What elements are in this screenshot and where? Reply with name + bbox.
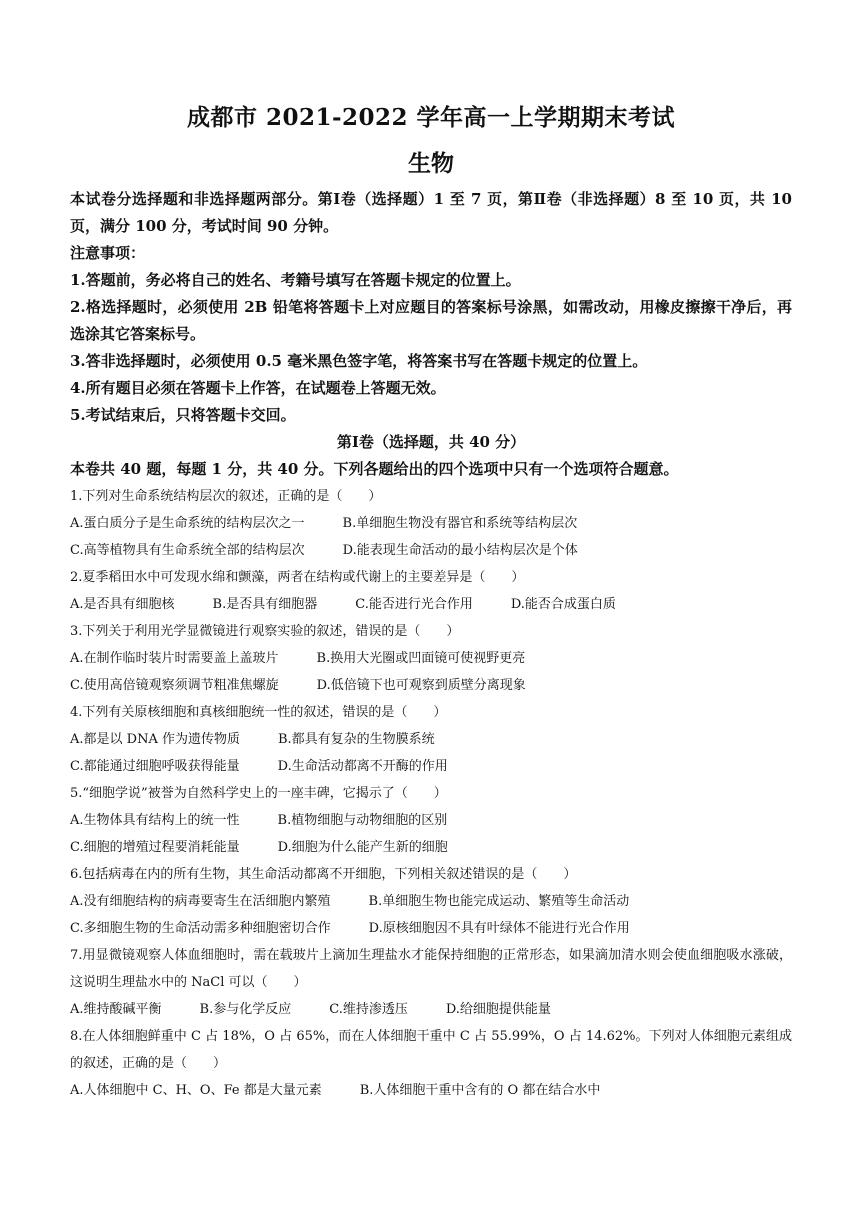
notice-item: 2.格选择题时，必须使用 2B 铅笔将答题卡上对应题目的答案标号涂黑，如需改动，用橡皮擦擦干净后，再选涂其它答案标号。 [70,298,792,343]
intro-paragraph: 本试卷分选择题和非选择题两部分。第Ⅰ卷（选择题）1 至 7 页，第Ⅱ卷（非选择题）8 至 10 页，共 10 页，满分 100 分，考试时间 90 分钟。 [70,190,792,235]
option-d: D.细胞为什么能产生新的细胞 [277,840,448,855]
notice-item: 3.答非选择题时，必须使用 0.5 毫米黑色签字笔，将答案书写在答题卡规定的位置上。 [70,352,648,370]
option-a: A.人体细胞中 C、H、O、Fe 都是大量元素 [70,1083,322,1098]
question-stem: 5.“细胞学说”被誉为自然科学史上的一座丰碑，它揭示了（ ） [70,786,447,801]
option-a: A.维持酸碱平衡 [70,1002,162,1017]
option-c: C.都能通过细胞呼吸获得能量 [70,759,240,774]
section-instruction: 本卷共 40 题，每题 1 分，共 40 分。下列各题给出的四个选项中只有一个选项符合题意。 [70,460,679,478]
option-b: B.植物细胞与动物细胞的区别 [277,813,448,828]
option-row [70,645,792,672]
option-d: D.生命活动都离不开酶的作用 [277,759,448,774]
option-c: C.高等植物具有生命系统全部的结构层次 [70,543,305,558]
option-a: A.都是以 DNA 作为遗传物质 [70,732,240,747]
option-d: D.能否合成蛋白质 [510,597,616,612]
option-d: D.能表现生命活动的最小结构层次是个体 [342,543,578,558]
question-stem: 7.用显微镜观察人体血细胞时，需在载玻片上滴加生理盐水才能保持细胞的正常形态，如果滴加清水则会使血细胞吸水涨破，这说明生理盐水中的 NaCl 可以（ ） [70,948,792,990]
option-row [70,1077,792,1104]
option-row [70,672,792,699]
option-a: A.在制作临时装片时需要盖上盖玻片 [70,651,279,666]
option-b: B.参与化学反应 [199,1002,292,1017]
exam-title: 成都市 2021-2022 学年高一上学期期末考试 [186,104,676,131]
option-row [70,510,792,537]
option-row [70,726,792,753]
option-b: B.都具有复杂的生物膜系统 [277,732,435,747]
notice-item: 4.所有题目必须在答题卡上作答，在试题卷上答题无效。 [70,379,446,397]
option-a: A.是否具有细胞核 [70,597,175,612]
question-stem: 4.下列有关原核细胞和真核细胞统一性的叙述，错误的是（ ） [70,705,447,720]
option-row [70,834,792,861]
question-stem: 8.在人体细胞鲜重中 C 占 18%，O 占 65%，而在人体细胞干重中 C 占 55.99%，O 占 14.62%。下列对人体细胞元素组成的叙述，正确的是（ ） [70,1029,792,1071]
option-c: C.多细胞生物的生命活动需多种细胞密切合作 [70,921,331,936]
option-a: A.生物体具有结构上的统一性 [70,813,240,828]
option-b: B.单细胞生物也能完成运动、繁殖等生命活动 [368,894,630,909]
notice-title: 注意事项： [70,244,146,262]
question-stem: 1.下列对生命系统结构层次的叙述，正确的是（ ） [70,489,382,504]
option-c: C.维持渗透压 [329,1002,408,1017]
option-row [70,915,792,942]
question-stem: 6.包括病毒在内的所有生物，其生命活动都离不开细胞，下列相关叙述错误的是（ ） [70,867,577,882]
option-c: C.细胞的增殖过程要消耗能量 [70,840,240,855]
option-c: C.能否进行光合作用 [355,597,473,612]
option-row [70,591,792,618]
option-b: B.单细胞生物没有器官和系统等结构层次 [342,516,578,531]
option-b: B.人体细胞干重中含有的 O 都在结合水中 [359,1083,601,1098]
section-title: 第Ⅰ卷（选择题，共 40 分） [336,433,526,451]
option-b: B.换用大光圈或凹面镜可使视野更亮 [316,651,526,666]
option-row [70,807,792,834]
option-d: D.低倍镜下也可观察到质壁分离现象 [316,678,526,693]
option-b: B.是否具有细胞器 [212,597,318,612]
option-row [70,537,792,564]
option-row [70,996,792,1023]
option-a: A.没有细胞结构的病毒要寄生在活细胞内繁殖 [70,894,331,909]
option-d: D.原核细胞因不具有叶绿体不能进行光合作用 [368,921,630,936]
question-stem: 2.夏季稻田水中可发现水绵和颤藻，两者在结构或代谢上的主要差异是（ ） [70,570,525,585]
notice-item: 5.考试结束后，只将答题卡交回。 [70,406,296,424]
option-d: D.给细胞提供能量 [445,1002,551,1017]
option-c: C.使用高倍镜观察须调节粗准焦螺旋 [70,678,279,693]
question-stem: 3.下列关于利用光学显微镜进行观察实验的叙述，错误的是（ ） [70,624,460,639]
option-row [70,888,792,915]
exam-subject: 生物 [408,150,454,177]
exam-page [70,96,792,1104]
option-row [70,753,792,780]
option-a: A.蛋白质分子是生命系统的结构层次之一 [70,516,305,531]
notice-item: 1.答题前，务必将自己的姓名、考籍号填写在答题卡规定的位置上。 [70,271,521,289]
